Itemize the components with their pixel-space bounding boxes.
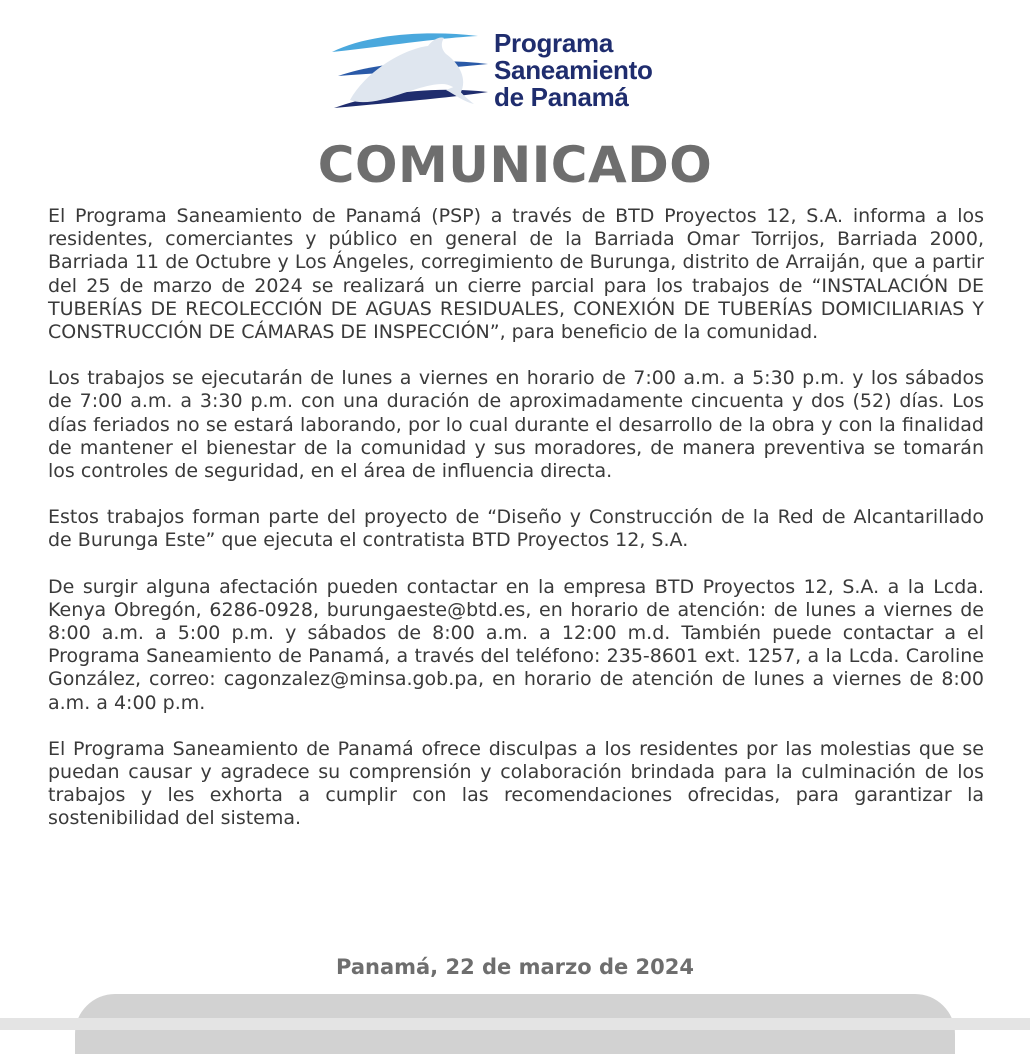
paragraph: El Programa Saneamiento de Panamá ofrece disculpas a los residentes por las molestias que se puedan causar y agradece su comprensión y colaboración brindada para la culminación de los trabajos y les exhorta a cumplir con las recomendaciones ofrecidas, para garantizar la sostenibilidad del sistema. — [48, 737, 984, 830]
logo-line: Saneamiento — [494, 55, 653, 85]
paragraph: De surgir alguna afectación pueden contactar en la empresa BTD Proyectos 12, S.A. a la Lcda. Kenya Obregón, 6286-0928, burungaeste@btd.es, en horario de atención: de lunes a viernes de 8:00 a.m. a 5:00 p.m. y sábados de 8:00 a.m. a 12:00 m.d. También puede contactar a el Programa Saneamiento de Panamá, a través del teléfono: 235-8601 ext. 1257, a la Lcda. Caroline González, correo: cagonzalez@minsa.gob.pa, en horario de atención de lunes a viernes de 8:00 a.m. a 4:00 p.m. — [48, 575, 984, 714]
paragraph: El Programa Saneamiento de Panamá (PSP) a través de BTD Proyectos 12, S.A. informa a los residentes, comerciantes y público en general de la Barriada Omar Torrijos, Barriada 2000, Barriada 11 de Octubre y Los Ángeles, corregimiento de Burunga, distrito de Arraiján, que a partir del 25 de marzo de 2024 se realizará un cierre parcial para los trabajos de “INSTALACIÓN DE TUBERÍAS DE RECOLECCIÓN DE AGUAS RESIDUALES, CONEXIÓN DE TUBERÍAS DOMICILIARIAS Y CONSTRUCCIÓN DE CÁMARAS DE INSPECCIÓN”, para beneficio de la comunidad. — [48, 205, 984, 344]
footer-divider — [0, 1018, 1030, 1030]
paragraph: Estos trabajos forman parte del proyecto de “Diseño y Construcción de la Red de Alcantarillado de Burunga Este” que ejecuta el contratista BTD Proyectos 12, S.A. — [48, 506, 984, 552]
page-title: COMUNICADO — [317, 136, 713, 194]
issue-date: Panamá, 22 de marzo de 2024 — [336, 955, 694, 979]
logo-line: Programa — [494, 28, 613, 58]
logo-wordmark — [494, 30, 714, 111]
logo-line: de Panamá — [494, 82, 629, 112]
paragraph: Los trabajos se ejecutarán de lunes a viernes en horario de 7:00 a.m. a 5:30 p.m. y los sábados de 7:00 a.m. a 3:30 p.m. con una duración de aproximadamente cincuenta y dos (52) días. Los días feriados no se estará laborando, por lo cual durante el desarrollo de la obra y con la finalidad de mantener el bienestar de la comunidad y sus moradores, de manera preventiva se tomarán los controles de seguridad, en el área de influencia directa. — [48, 367, 984, 483]
announcement-body — [48, 205, 984, 854]
dolphin-wave-icon — [328, 28, 493, 118]
program-logo — [328, 28, 708, 118]
